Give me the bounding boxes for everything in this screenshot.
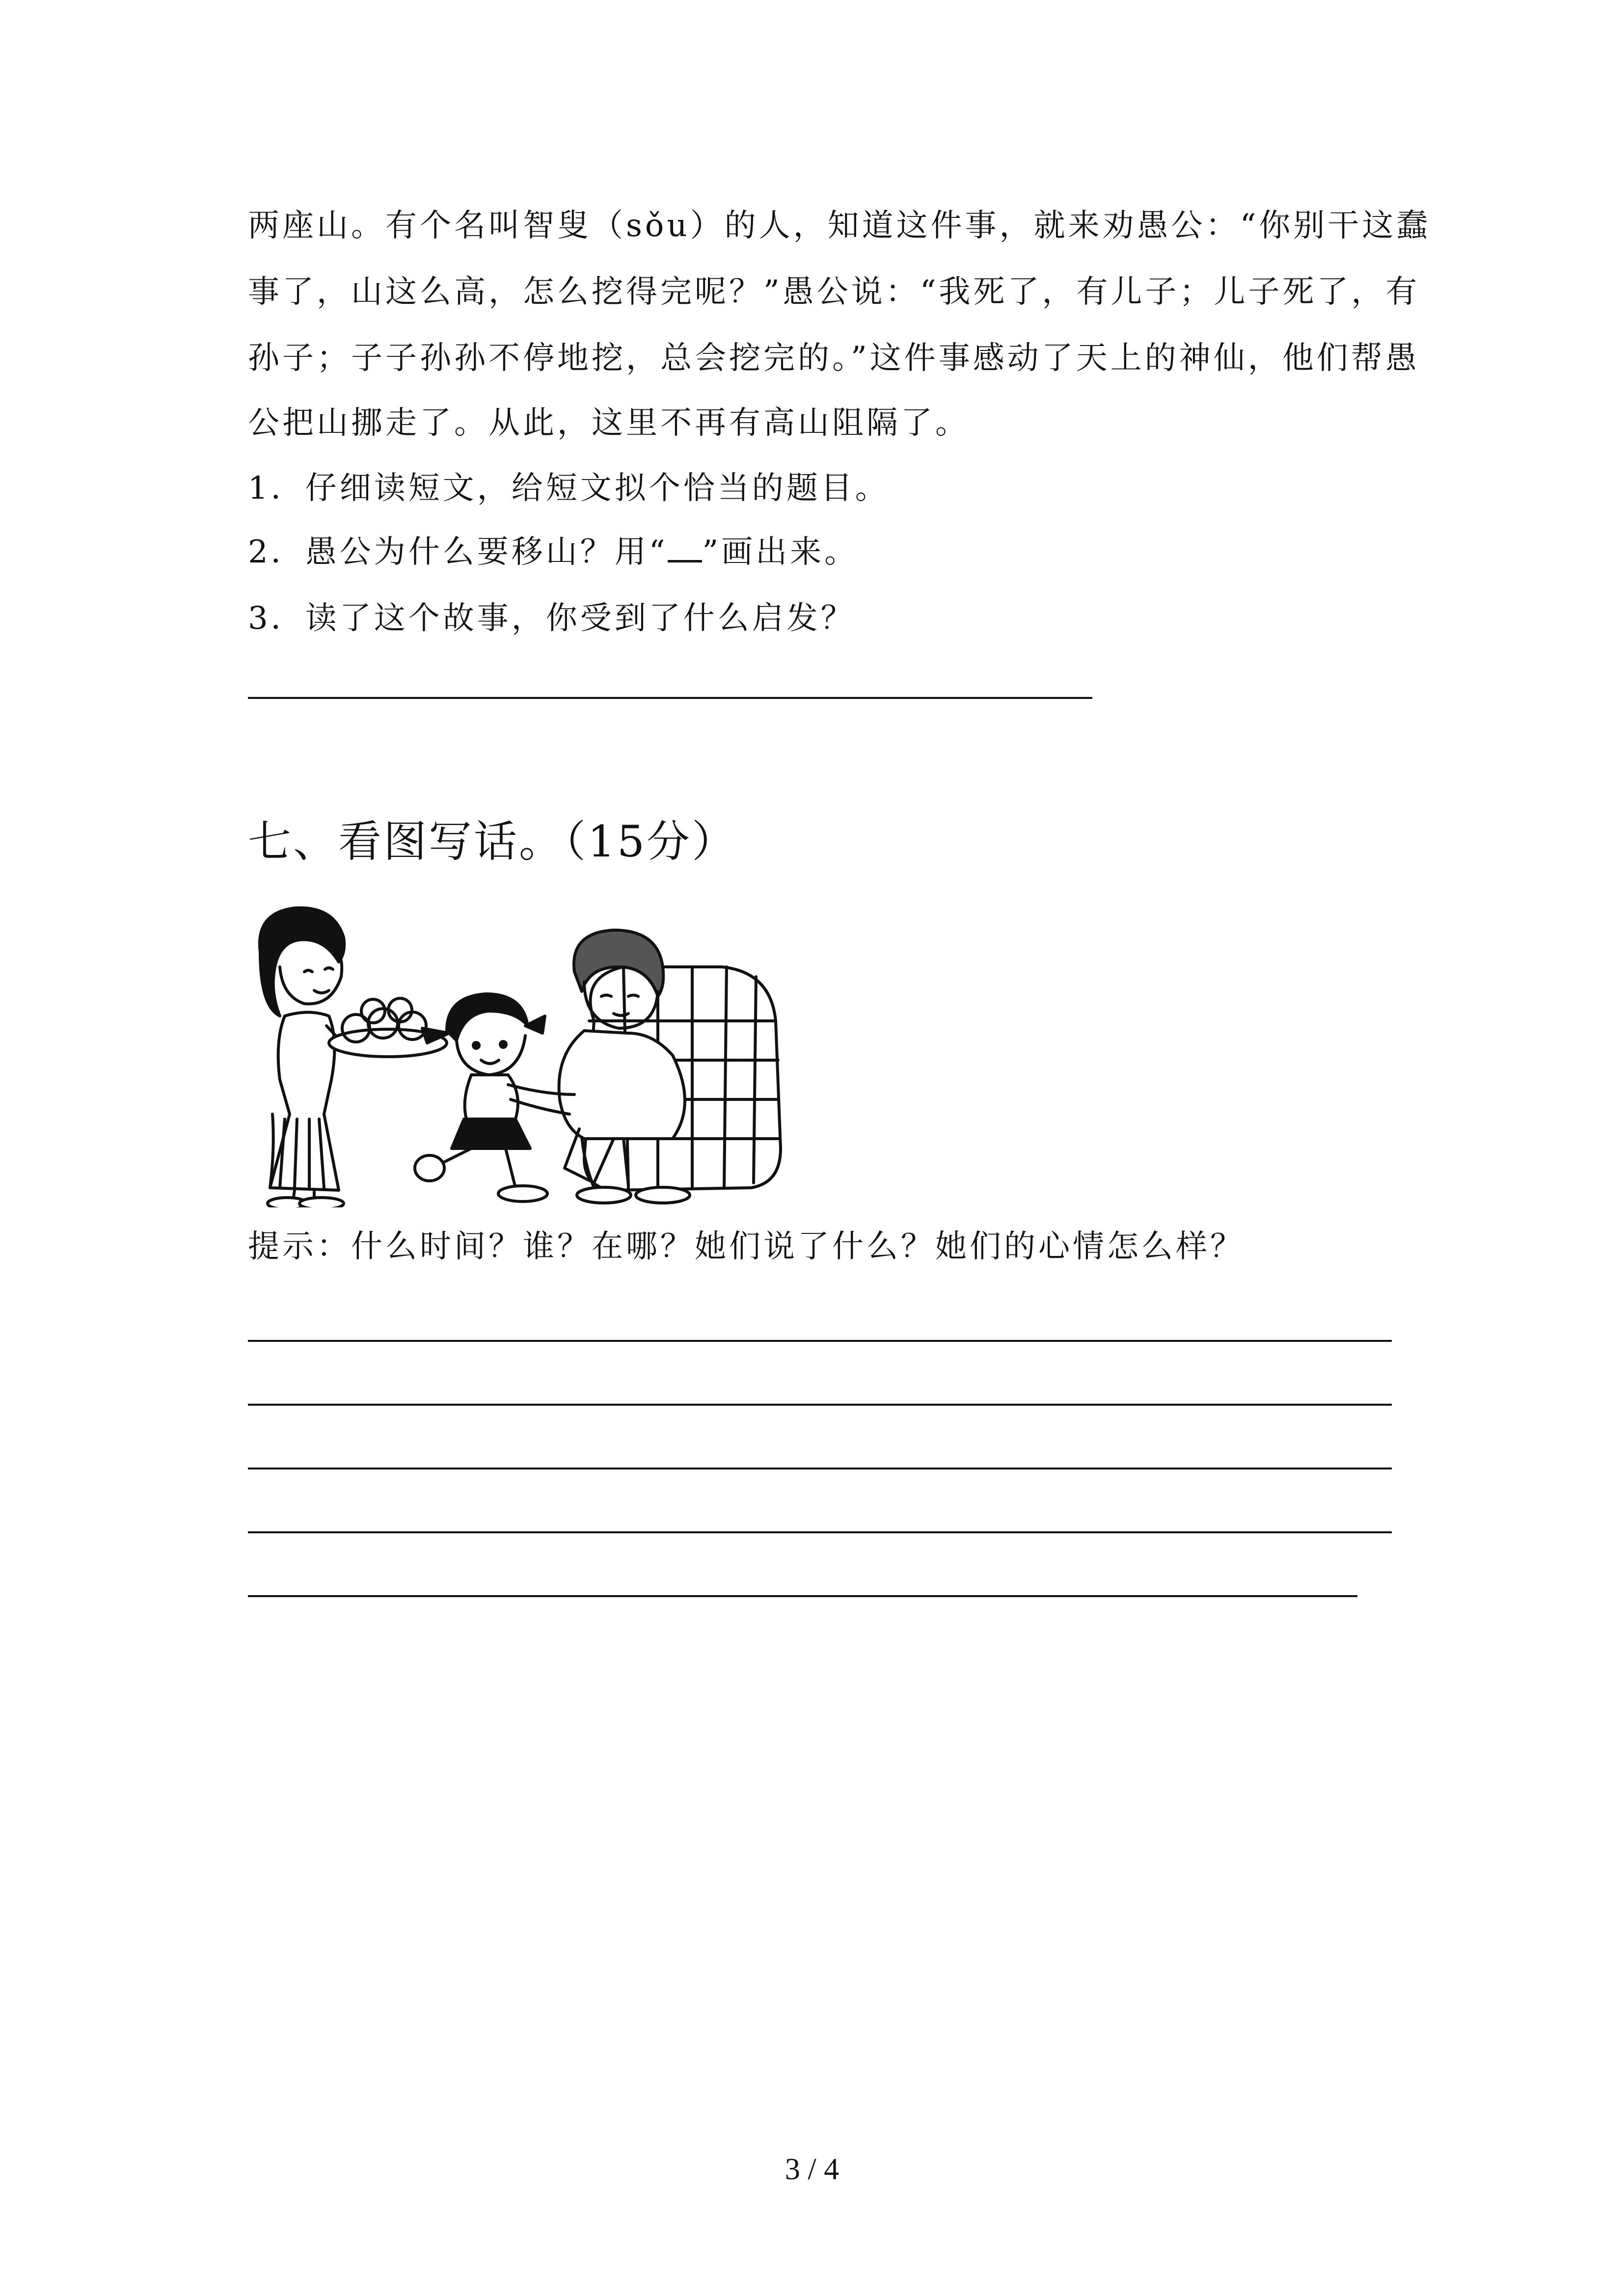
question-2-part-b: ”画出来。 <box>702 534 859 570</box>
writing-line-4[interactable] <box>248 1531 1392 1533</box>
passage-line-2: 事了，山这么高，怎么挖得完呢？”愚公说：“我死了，有儿子；儿子死了，有 <box>248 274 1420 310</box>
passage-line-3: 孙子；子子孙孙不停地挖，总会挖完的。”这件事感动了天上的神仙，他们帮愚 <box>248 340 1420 376</box>
answer-line-q3[interactable] <box>248 697 1092 699</box>
passage-line-1: 两座山。有个名叫智叟（sǒu）的人，知道这件事，就来劝愚公：“你别干这蠢 <box>248 208 1431 244</box>
writing-line-2[interactable] <box>248 1404 1392 1406</box>
writing-line-1[interactable] <box>248 1340 1392 1342</box>
page-number: 3 / 4 <box>785 2153 839 2186</box>
underline-blank <box>668 534 702 562</box>
question-2-part-a: 2．愚公为什么要移山？用“ <box>248 534 668 570</box>
question-3: 3．读了这个故事，你受到了什么启发？ <box>248 600 855 637</box>
writing-line-5[interactable] <box>248 1595 1357 1597</box>
question-2 <box>248 533 859 572</box>
section-7-title: 七、看图写话。（15分） <box>248 816 737 867</box>
illustration-image <box>241 893 810 1207</box>
writing-line-3[interactable] <box>248 1468 1392 1469</box>
question-1: 1．仔细读短文，给短文拟个恰当的题目。 <box>248 470 890 507</box>
passage-line-4: 公把山挪走了。从此，这里不再有高山阻隔了。 <box>248 405 970 441</box>
writing-hint: 提示：什么时间？谁？在哪？她们说了什么？她们的心情怎么样？ <box>248 1228 1245 1265</box>
